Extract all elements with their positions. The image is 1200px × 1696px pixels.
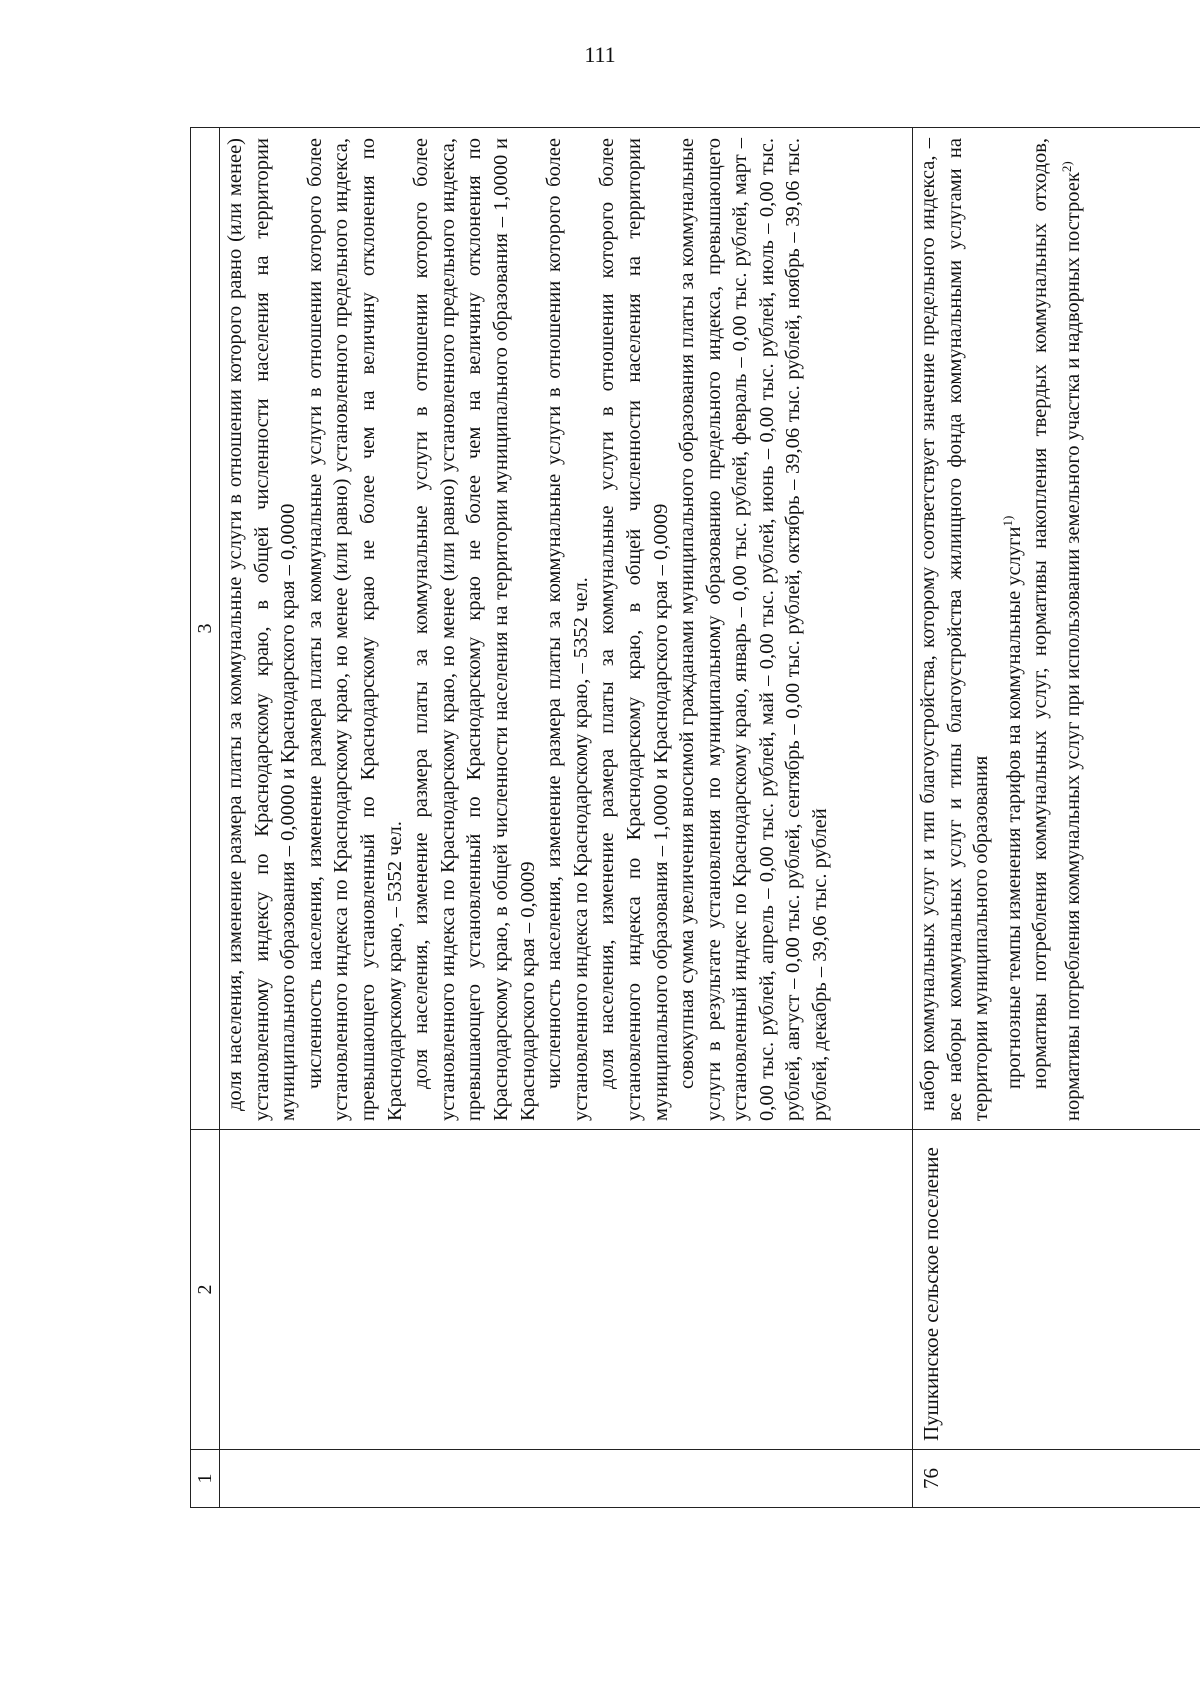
paragraph: [1027, 138, 1086, 1121]
paragraph: [995, 138, 1027, 1121]
page-number: 111: [584, 42, 616, 67]
paragraph: доля населения, изменение размера платы за коммунальные услуги в отношении которого более установленного индекса по Краснодарскому краю, но менее (или равно) установленного предельного индекса, превышающего установленный по Краснодарскому краю не более чем на величину отклонения по Краснодарскому краю, в общей численности населения на территории муниципального образования – 1,0000 и Краснодарского края – 0,0009: [410, 138, 539, 1121]
row-number: [220, 1450, 913, 1508]
header-col-3: 3: [191, 128, 220, 1130]
paragraph: доля населения, изменение размера платы за коммунальные услуги в отношении которого более установленного индекса по Краснодарскому краю, в общей численности населения на территории муниципального образования – 1,0000 и Краснодарского края – 0,0009: [596, 138, 672, 1121]
paragraph: набор коммунальных услуг и тип благоустройства, которому соответствует значение предельного индекса, – все наборы коммунальных услуг и типы благоустройства жилищного фонда коммунальными услугами на территории муниципального образования: [917, 138, 993, 1121]
table-row: [220, 128, 913, 1508]
table-row: [913, 128, 1200, 1508]
row-number: 76: [913, 1450, 1200, 1508]
paragraph-text: прогнозные темпы изменения тарифов на коммунальные услуги: [1002, 526, 1025, 1089]
paragraph: численность населения, изменение размера платы за коммунальные услуги в отношении которого более установленного индекса по Краснодарскому краю, но менее (или равно) установленного предельного индекса, превышающего установленный по Краснодарскому краю не более чем на величину отклонения по Краснодарскому краю, – 5352 чел.: [303, 138, 406, 1121]
table-header-row: [191, 128, 220, 1508]
footnote-mark: 2): [1058, 161, 1074, 173]
paragraph: доля населения, изменение размера платы за коммунальные услуги в отношении которого равно (или менее) установленному индексу по Краснодарскому краю, в общей численности населения на территории муниципального образования – 0,0000 и Краснодарского края – 0,0000: [224, 138, 300, 1121]
paragraph-text: нормативы потребления коммунальных услуг, нормативы накопления твердых коммунальных отходов, нормативы потребления коммунальных услуг при использовании земельного участка и надворных построек: [1029, 138, 1084, 1121]
header-col-1: 1: [191, 1450, 220, 1508]
paragraph: совокупная сумма увеличения вносимой гражданами муниципального образования платы за коммунальные услуги в результате установления по муниципальному образованию предельного индекса, превышающего установленный индекс по Краснодарскому краю, январь – 0,00 тыс. рублей, февраль – 0,00 тыс. рублей, март – 0,00 тыс. рублей, апрель – 0,00 тыс. рублей, май – 0,00 тыс. рублей, июнь – 0,00 тыс. рублей, июль – 0,00 тыс. рублей, август – 0,00 тыс. рублей, сентябрь – 0,00 тыс. рублей, октябрь – 39,06 тыс. рублей, ноябрь – 39,06 тыс. рублей, декабрь – 39,06 тыс. рублей: [676, 138, 832, 1121]
row-description: [220, 128, 913, 1130]
row-name: [220, 1130, 913, 1450]
header-col-2: 2: [191, 1130, 220, 1450]
row-name: Пушкинское сельское поселение: [913, 1130, 1200, 1450]
rotated-sheet: [190, 128, 1200, 1508]
row-description: [913, 128, 1200, 1130]
paragraph: численность населения, изменение размера платы за коммунальные услуги в отношении которого более установленного индекса по Краснодарскому краю, – 5352 чел.: [543, 138, 592, 1121]
footnote-mark: 1): [999, 515, 1015, 527]
table-frame: [190, 128, 1200, 1508]
data-table: [190, 127, 1200, 1508]
